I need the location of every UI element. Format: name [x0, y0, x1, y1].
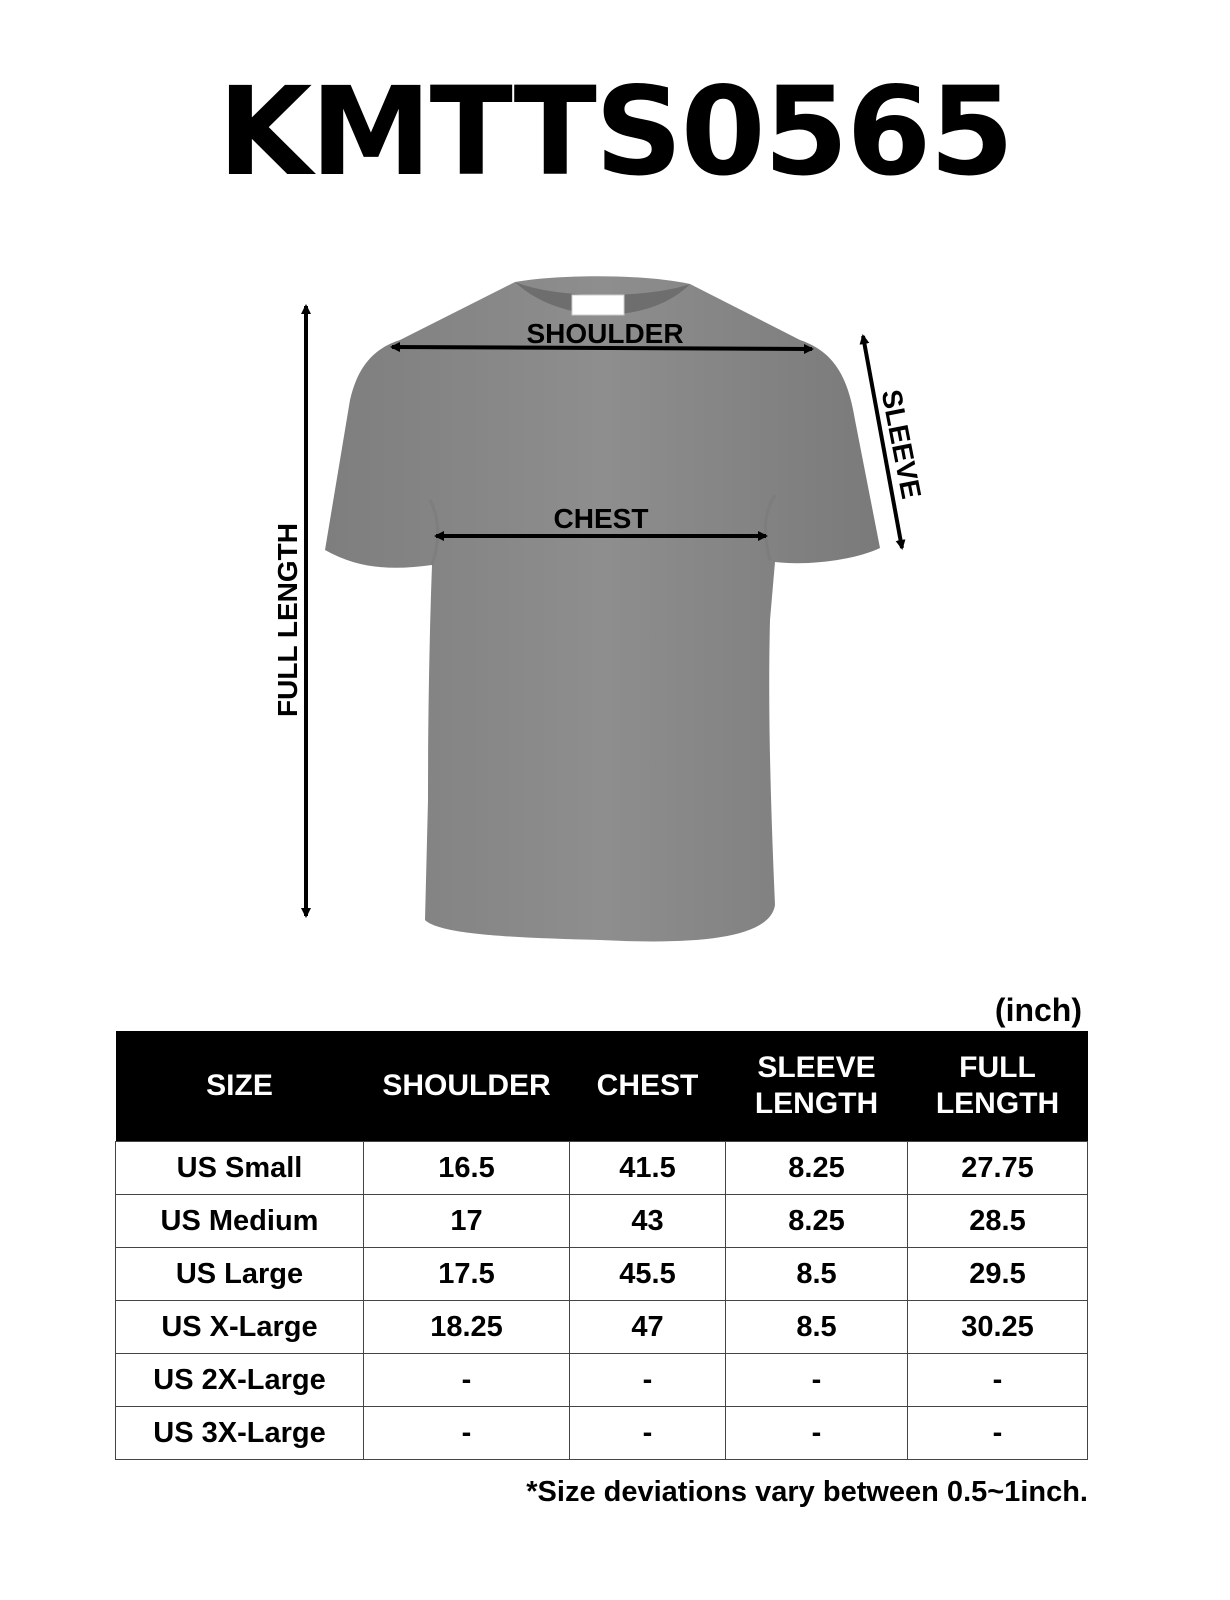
size-cell: US 2X-Large: [116, 1354, 364, 1407]
table-row: [116, 1195, 1088, 1248]
chest-cell: 41.5: [570, 1142, 726, 1195]
unit-label: (inch): [994, 992, 1082, 1028]
shoulder-cell: 17: [364, 1195, 570, 1248]
size-cell: US Medium: [116, 1195, 364, 1248]
shoulder-cell: -: [364, 1354, 570, 1407]
header-shoulder: SHOULDER: [364, 1031, 570, 1142]
sleeve-label: SLEEVE: [875, 387, 928, 502]
full-length-cell: 28.5: [908, 1195, 1088, 1248]
chest-cell: 45.5: [570, 1248, 726, 1301]
chest-cell: -: [570, 1354, 726, 1407]
table-row: [116, 1248, 1088, 1301]
full-length-label: FULL LENGTH: [272, 523, 303, 717]
shoulder-cell: 16.5: [364, 1142, 570, 1195]
chest-cell: -: [570, 1407, 726, 1460]
header-full-length: FULL LENGTH: [908, 1031, 1088, 1142]
full-length-cell: 29.5: [908, 1248, 1088, 1301]
sleeve-cell: 8.5: [726, 1301, 908, 1354]
table-row: [116, 1142, 1088, 1195]
shoulder-cell: -: [364, 1407, 570, 1460]
size-cell: US X-Large: [116, 1301, 364, 1354]
header-chest: CHEST: [570, 1031, 726, 1142]
tshirt-icon: [325, 276, 880, 941]
table-row: [116, 1407, 1088, 1460]
sleeve-cell: -: [726, 1407, 908, 1460]
table-row: [116, 1354, 1088, 1407]
table-header-row: [116, 1031, 1088, 1142]
size-chart-table: [115, 1031, 1088, 1460]
full-length-cell: -: [908, 1354, 1088, 1407]
header-sleeve-length: SLEEVE LENGTH: [726, 1031, 908, 1142]
chest-cell: 43: [570, 1195, 726, 1248]
chest-cell: 47: [570, 1301, 726, 1354]
size-deviation-note: *Size deviations vary between 0.5~1inch.: [526, 1476, 1088, 1508]
full-length-cell: 27.75: [908, 1142, 1088, 1195]
size-cell: US Large: [116, 1248, 364, 1301]
sleeve-cell: 8.25: [726, 1195, 908, 1248]
full-length-cell: 30.25: [908, 1301, 1088, 1354]
table-row: [116, 1301, 1088, 1354]
size-cell: US 3X-Large: [116, 1407, 364, 1460]
chest-label: CHEST: [553, 503, 649, 534]
product-code-title: KMTTS0565: [217, 61, 1013, 203]
sleeve-cell: 8.5: [726, 1248, 908, 1301]
sleeve-cell: -: [726, 1354, 908, 1407]
shoulder-cell: 17.5: [364, 1248, 570, 1301]
shoulder-cell: 18.25: [364, 1301, 570, 1354]
header-size: SIZE: [116, 1031, 364, 1142]
sleeve-cell: 8.25: [726, 1142, 908, 1195]
size-cell: US Small: [116, 1142, 364, 1195]
shoulder-label: SHOULDER: [526, 318, 684, 349]
full-length-cell: -: [908, 1407, 1088, 1460]
